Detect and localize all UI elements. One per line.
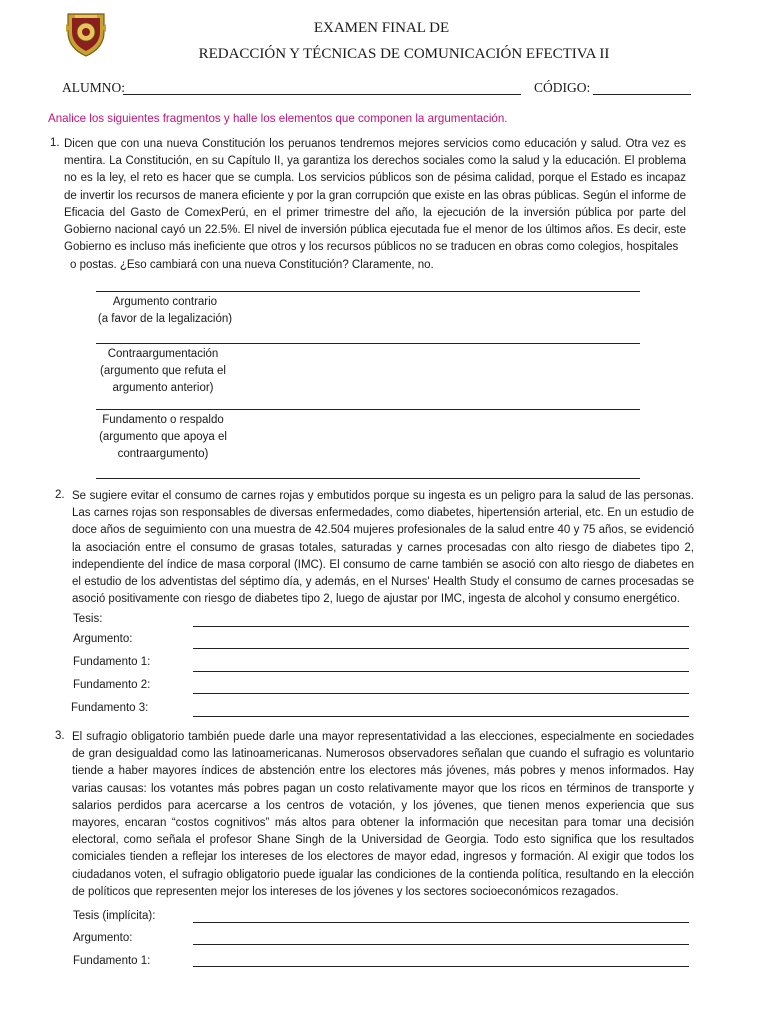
question-2-text: Se sugiere evitar el consumo de carnes rojas y embutidos porque su ingesta es un peligro para la salud de las personas. Las carnes rojas son responsables de diversas enfermedades, como diabetes, hipertensión arterial, etc. En un estudio de doce años de seguimiento con una muestra de 42.504 mujeres profesionales de la salud entre 40 y 75 años, se evidenció la asociación entre el consumo de grasas totales, saturadas y carnes procesadas con alto riesgo de diabetes tipo 2, independiente del índice de masa corporal (IMC). El consumo de carne también se asoció con alto riesgo de diabetes en el estudio de los adventistas del séptimo día, y además, en el Nurses' Health Study el consumo de carnes procesadas se asoció positivamente con riesgo de diabetes tipo 2, luego de ajustar por IMC, ingesta de alcohol y consumo energético. [72, 490, 694, 606]
question-number: 3. [55, 730, 65, 742]
answer-line[interactable] [193, 716, 689, 717]
field-label: Tesis: [73, 613, 103, 625]
field-label: Fundamento 3: [71, 702, 149, 714]
field-label: Fundamento 2: [73, 679, 151, 691]
table-rule [96, 291, 640, 292]
table-row-label: Contraargumentación (argumento que refuta el argumento anterior) [100, 348, 226, 394]
instruction-text: Analice los siguientes fragmentos y halle los elementos que componen la argumentación. [48, 112, 508, 125]
table-row-label: Argumento contrario (a favor de la legalización) [97, 296, 233, 325]
exam-title-line1: EXAMEN FINAL DE [313, 20, 450, 36]
exam-title-line2: REDACCIÓN Y TÉCNICAS DE COMUNICACIÓN EFECTIVA II [198, 46, 610, 62]
code-label: CÓDIGO: [534, 80, 591, 95]
student-code-field[interactable] [593, 94, 691, 95]
table-rule [96, 343, 640, 344]
answer-line[interactable] [193, 922, 689, 923]
answer-line[interactable] [193, 648, 689, 649]
answer-line[interactable] [193, 693, 689, 694]
table-rule [96, 478, 640, 479]
table-row-label: Fundamento o respaldo (argumento que apoya el contraargumento) [99, 414, 227, 460]
question-3-text: El sufragio obligatorio también puede darle una mayor representatividad a las elecciones, especialmente en sociedades de gran desigualdad como las latinoamericanas. Numerosos observadores señalan que cuando el sufragio es voluntario tiende a haber mayores índices de abstención entre los electores más jóvenes, más pobres y menos informados. Hay varias causas: los votantes más pobres pagan un costo relativamente mayor que los ricos en términos de transporte y salarios perdidos para acercarse a los centros de votación, y los jóvenes, que tienen menos experiencia que sus mayores, encaran “costos cognitivos” más altos para obtener la información que necesitan para tomar una decisión electoral, como señala el profesor Shane Singh de la Universidad de Georgia. Todo esto significa que los resultados comiciales tienden a reflejar los intereses de los electores de mayor edad, ingresos y formación. Al exigir que todos los ciudadanos voten, el sufragio obligatorio puede igualar las condiciones de la contienda política, resultando en la elección de políticos que representen mejor los intereses de los jóvenes y los sectores socioeconómicos rezagados. [72, 731, 694, 898]
answer-line[interactable] [193, 966, 689, 967]
question-1-last-line: o postas. ¿Eso cambiará con una nueva Constitución? Claramente, no. [70, 259, 434, 271]
field-label: Tesis (implícita): [73, 910, 156, 922]
field-label: Fundamento 1: [73, 656, 151, 668]
student-name-field[interactable] [123, 94, 521, 95]
answer-line[interactable] [193, 671, 689, 672]
field-label: Argumento: [73, 633, 133, 645]
answer-line[interactable] [193, 626, 689, 627]
field-label: Fundamento 1: [73, 955, 151, 967]
student-label: ALUMNO: [62, 80, 125, 95]
table-rule [96, 409, 640, 410]
field-label: Argumento: [73, 932, 133, 944]
answer-line[interactable] [193, 944, 689, 945]
question-number: 1. [50, 137, 60, 149]
question-1-text: Dicen que con una nueva Constitución los peruanos tendremos mejores servicios como educación y salud. Otra vez es mentira. La Constitución, en su Capítulo II, ya garantiza los derechos sociales como la salud y la educación. El problema no es la ley, el reto es hacer que se cumpla. Los servicios públicos son de pésima calidad, porque el Estado es incapaz de invertir los recursos de manera eficiente y por la gran corrupción que existe en las obras públicas. Según el informe de Eficacia del Gasto de ComexPerú, en el primer trimestre del año, la ejecución de la inversión pública por parte del Gobierno nacional cayó un 22.5%. El nivel de inversión pública ejecutada fue el menor de los últimos años. Es decir, este Gobierno es incluso más ineficiente que otros y los recursos públicos no se traducen en obras como colegios, hospitales [64, 138, 686, 254]
question-number: 2. [55, 489, 65, 501]
